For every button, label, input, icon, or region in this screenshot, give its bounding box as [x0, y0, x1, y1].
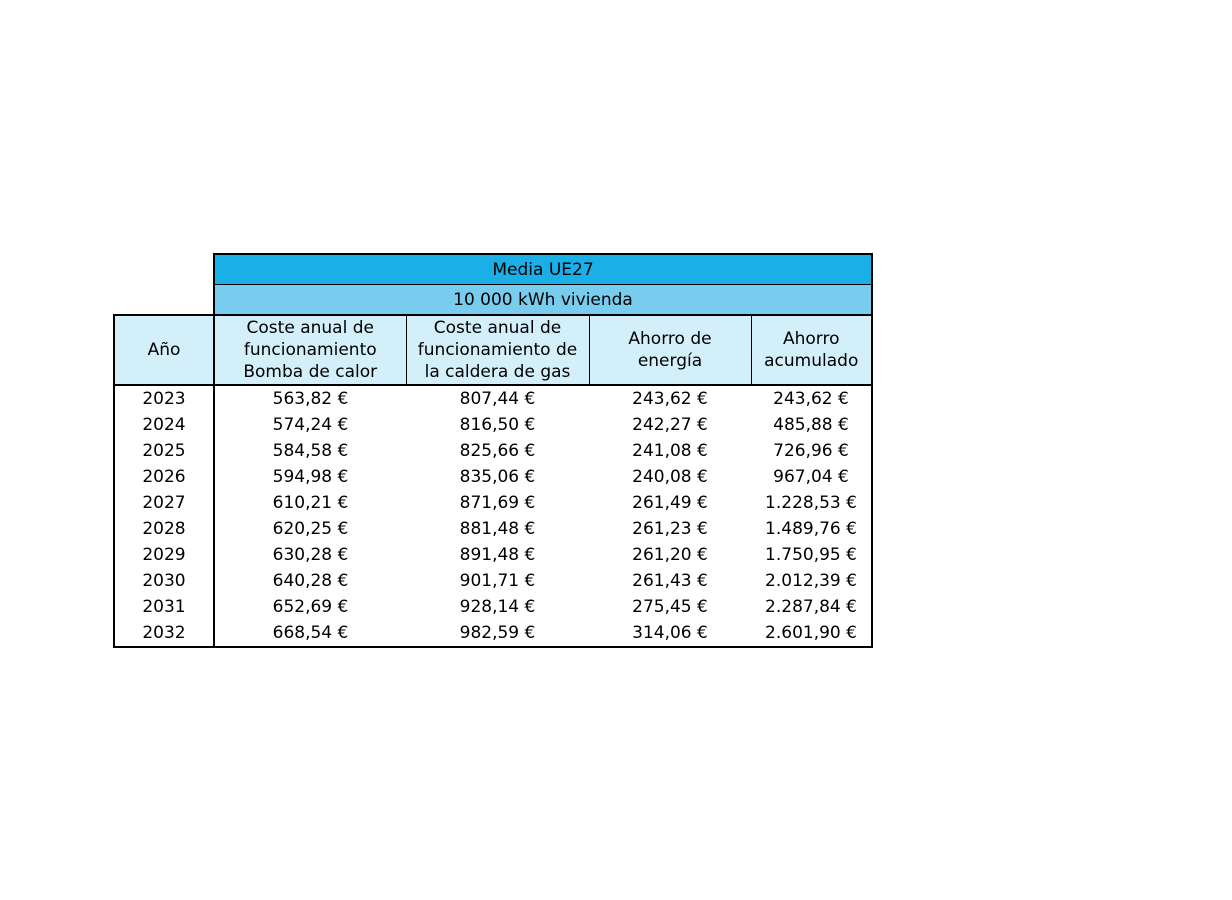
- column-header-row: [114, 315, 872, 385]
- header-heat-pump-cost: Coste anual de funcionamiento Bomba de calor: [214, 315, 406, 385]
- cell-energy-savings: 243,62 €: [632, 389, 708, 409]
- cell-gas-boiler-cost: 901,71 €: [459, 571, 536, 591]
- cost-comparison-table: [113, 253, 873, 648]
- cell-energy-savings: 241,08 €: [632, 441, 708, 461]
- cell-accumulated-savings: 485,88 €: [751, 412, 872, 438]
- cell-energy-savings: 261,20 €: [632, 545, 708, 565]
- table-row: [114, 490, 872, 516]
- cell-accumulated-savings: 2.287,84 €: [751, 594, 872, 620]
- header-accumulated-savings: Ahorro acumulado: [751, 315, 872, 385]
- cell-heat-pump-cost: 630,28 €: [272, 545, 349, 565]
- cell-year: 2025: [114, 438, 214, 464]
- table-row: [114, 542, 872, 568]
- cell-heat-pump-cost: 594,98 €: [272, 467, 349, 487]
- blank-corner-cell: [114, 285, 214, 316]
- table-row: [114, 412, 872, 438]
- header-year: Año: [114, 315, 214, 385]
- cell-gas-boiler-cost: 982,59 €: [406, 620, 589, 647]
- cell-gas-boiler-cost: 816,50 €: [459, 415, 536, 435]
- cell-heat-pump-cost: 620,25 €: [272, 519, 349, 539]
- cell-gas-boiler-cost: 835,06 €: [459, 467, 536, 487]
- cell-energy-savings: 314,06 €: [589, 620, 751, 647]
- table-row: [114, 464, 872, 490]
- cell-energy-savings: 240,08 €: [632, 467, 708, 487]
- cell-energy-savings: 261,43 €: [632, 571, 708, 591]
- cell-heat-pump-cost: 584,58 €: [272, 441, 349, 461]
- cell-heat-pump-cost: 640,28 €: [272, 571, 349, 591]
- cell-gas-boiler-cost: 928,14 €: [459, 597, 536, 617]
- cell-year: 2026: [114, 464, 214, 490]
- cell-energy-savings: 261,49 €: [632, 493, 708, 513]
- cell-year: 2029: [114, 542, 214, 568]
- cell-accumulated-savings: 2.012,39 €: [751, 568, 872, 594]
- cell-heat-pump-cost: 652,69 €: [272, 597, 349, 617]
- cell-year: 2028: [114, 516, 214, 542]
- cell-year: 2027: [114, 490, 214, 516]
- cell-heat-pump-cost: 574,24 €: [272, 415, 349, 435]
- cell-heat-pump-cost: 563,82 €: [272, 389, 349, 409]
- table-row: [114, 516, 872, 542]
- cell-gas-boiler-cost: 807,44 €: [459, 389, 536, 409]
- cell-year: 2023: [114, 385, 214, 412]
- cell-accumulated-savings: 243,62 €: [751, 385, 872, 412]
- cell-gas-boiler-cost: 871,69 €: [459, 493, 536, 513]
- cell-accumulated-savings: 726,96 €: [751, 438, 872, 464]
- cell-year: 2024: [114, 412, 214, 438]
- table-row: [114, 385, 872, 412]
- header-energy-savings: Ahorro de energía: [589, 315, 751, 385]
- table-title: Media UE27: [214, 254, 872, 285]
- cell-gas-boiler-cost: 881,48 €: [459, 519, 536, 539]
- header-gas-boiler-cost: Coste anual de funcionamiento de la caldera de gas: [406, 315, 589, 385]
- cell-energy-savings: 275,45 €: [632, 597, 708, 617]
- table-subtitle-row: [114, 285, 872, 316]
- table-row: [114, 620, 872, 647]
- cell-heat-pump-cost: 668,54 €: [214, 620, 406, 647]
- table-row: [114, 568, 872, 594]
- cell-year: 2030: [114, 568, 214, 594]
- cell-accumulated-savings: 2.601,90 €: [751, 620, 872, 647]
- cell-heat-pump-cost: 610,21 €: [272, 493, 349, 513]
- cost-comparison-table-container: [113, 253, 873, 648]
- cell-year: 2031: [114, 594, 214, 620]
- cell-gas-boiler-cost: 891,48 €: [459, 545, 536, 565]
- cell-energy-savings: 242,27 €: [632, 415, 708, 435]
- cell-energy-savings: 261,23 €: [632, 519, 708, 539]
- table-title-row: [114, 254, 872, 285]
- table-row: [114, 594, 872, 620]
- cell-accumulated-savings: 1.228,53 €: [751, 490, 872, 516]
- table-subtitle: 10 000 kWh vivienda: [214, 285, 872, 316]
- blank-corner-cell: [114, 254, 214, 285]
- cell-accumulated-savings: 967,04 €: [751, 464, 872, 490]
- cell-accumulated-savings: 1.489,76 €: [751, 516, 872, 542]
- table-row: [114, 438, 872, 464]
- table-body: [114, 385, 872, 647]
- cell-accumulated-savings: 1.750,95 €: [751, 542, 872, 568]
- cell-gas-boiler-cost: 825,66 €: [459, 441, 536, 461]
- cell-year: 2032: [114, 620, 214, 647]
